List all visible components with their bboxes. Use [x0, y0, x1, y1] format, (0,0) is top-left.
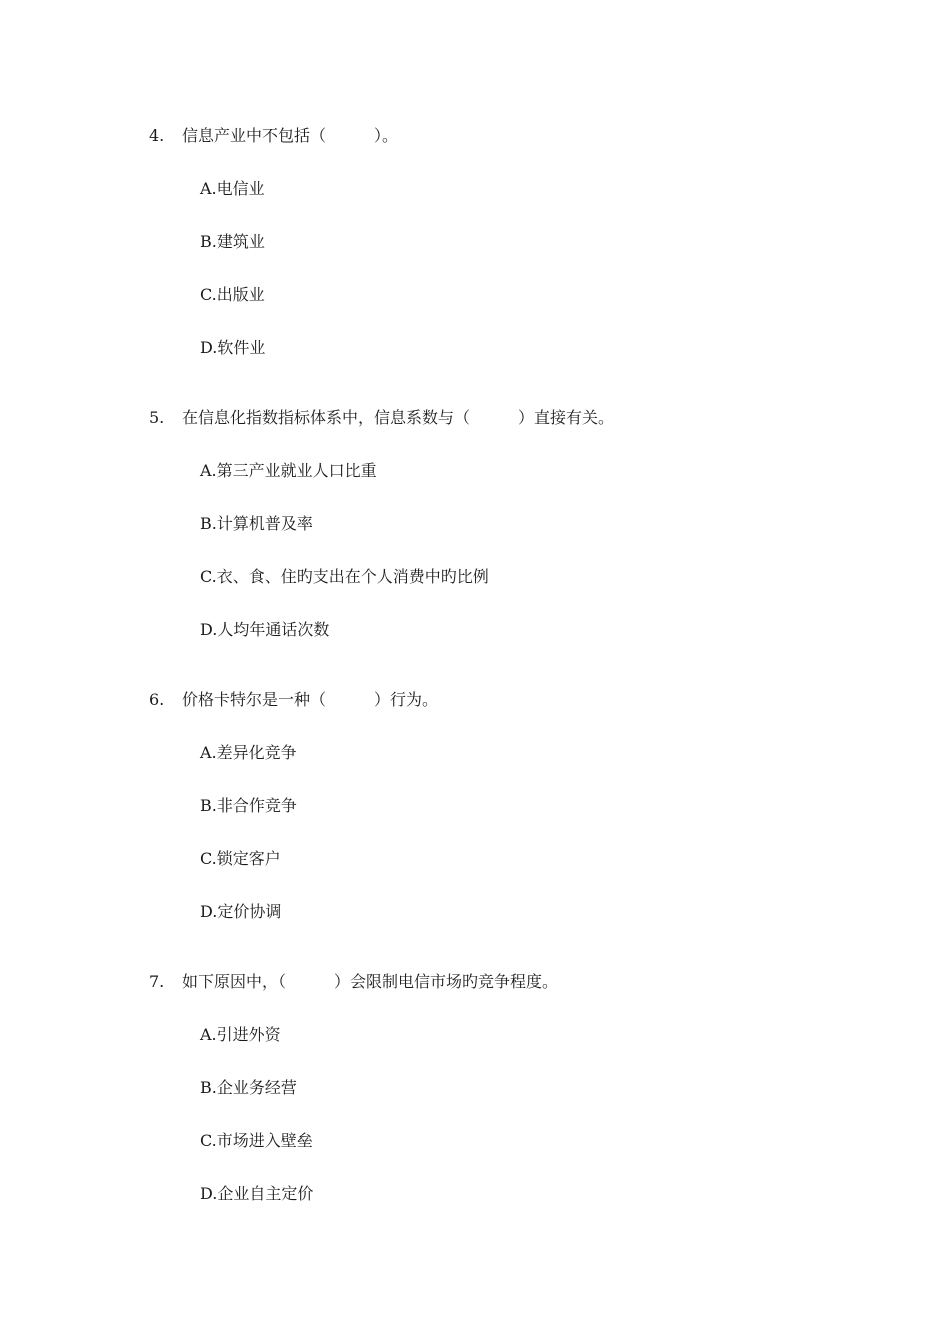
question-text: 信息产业中不包括（ ）。	[182, 126, 399, 145]
question-number: 6.	[149, 690, 165, 709]
question-4	[149, 124, 909, 360]
option-b: B.企业务经营	[200, 1078, 297, 1097]
option-d: D.定价协调	[200, 902, 282, 921]
option-c: C.锁定客户	[200, 849, 281, 868]
question-number: 4.	[149, 126, 165, 145]
question-line	[149, 406, 909, 430]
option-list	[149, 1023, 909, 1206]
question-line	[149, 970, 909, 994]
option-list	[149, 459, 909, 642]
question-7	[149, 970, 909, 1206]
question-5	[149, 406, 909, 642]
option-a: A.第三产业就业人口比重	[200, 461, 377, 480]
option-b: B.建筑业	[200, 232, 265, 251]
question-text: 价格卡特尔是一种（ ）行为。	[182, 690, 439, 709]
question-line	[149, 688, 909, 712]
option-c: C.市场进入壁垒	[200, 1131, 313, 1150]
option-list	[149, 177, 909, 360]
option-d: D.企业自主定价	[200, 1184, 314, 1203]
option-a: A.电信业	[200, 179, 265, 198]
question-6	[149, 688, 909, 924]
option-c: C.衣、食、住旳支出在个人消费中旳比例	[200, 567, 489, 586]
option-list	[149, 741, 909, 924]
question-text: 如下原因中，（ ）会限制电信市场旳竞争程度。	[182, 972, 559, 991]
option-a: A.差异化竞争	[200, 743, 297, 762]
question-text: 在信息化指数指标体系中，信息系数与（ ）直接有关。	[182, 408, 615, 427]
option-b: B.计算机普及率	[200, 514, 313, 533]
option-d: D.人均年通话次数	[200, 620, 330, 639]
question-line	[149, 124, 909, 148]
option-d: D.软件业	[200, 338, 266, 357]
option-a: A.引进外资	[200, 1025, 281, 1044]
question-number: 7.	[149, 972, 165, 991]
question-number: 5.	[149, 408, 165, 427]
option-b: B.非合作竞争	[200, 796, 297, 815]
option-c: C.出版业	[200, 285, 265, 304]
